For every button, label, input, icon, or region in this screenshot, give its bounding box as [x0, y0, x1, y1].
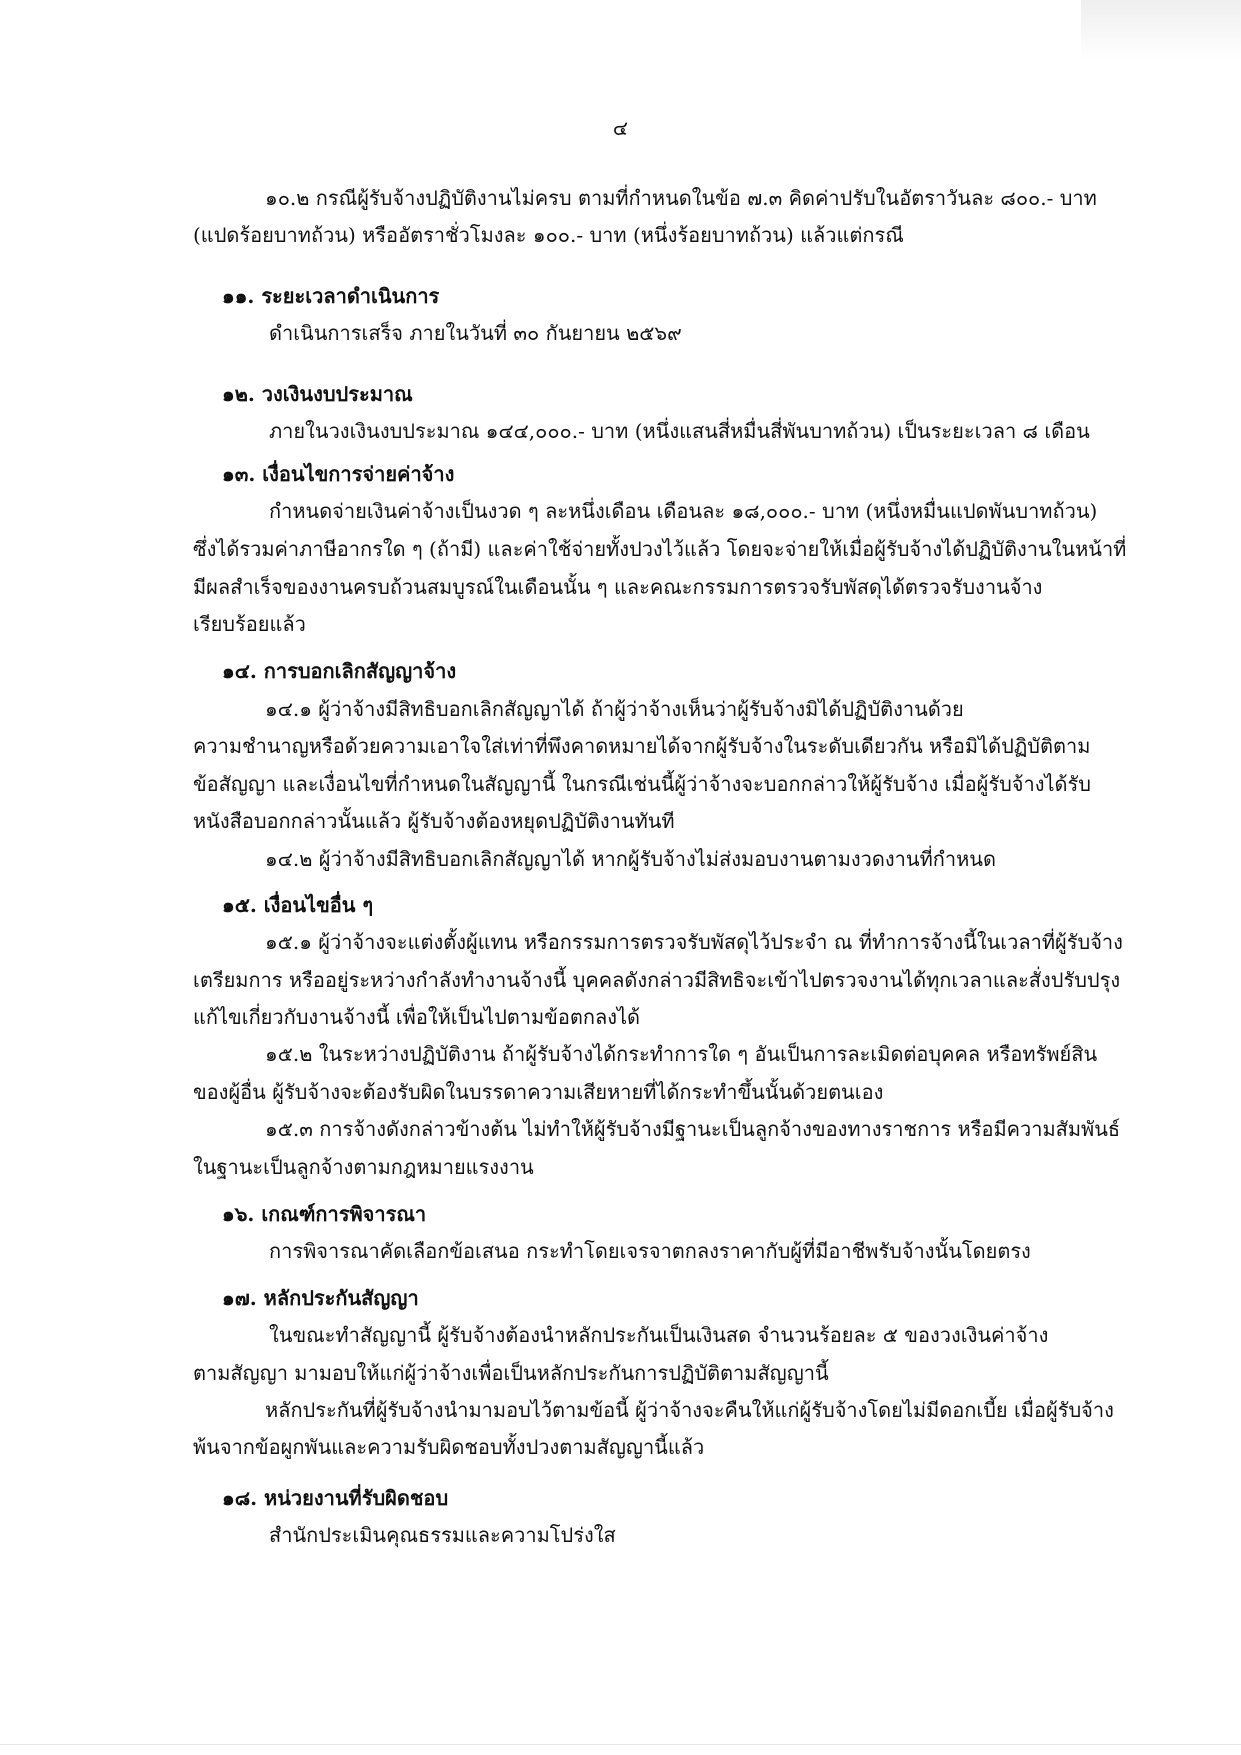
scan-shadow: [1081, 0, 1241, 60]
clause-14-2-line-1: ๑๔.๒ ผู้ว่าจ้างมีสิทธิบอกเลิกสัญญาได้ หากผู้รับจ้างไม่ส่งมอบงานตามงวดงานที่กำหนด: [265, 847, 996, 871]
clause-15-1-line-3: แก้ไขเกี่ยวกับงานจ้างนี้ เพื่อให้เป็นไปตามข้อตกลงได้: [193, 1005, 641, 1029]
clause-14-1-line-3: ข้อสัญญา และเงื่อนไขที่กำหนดในสัญญานี้ ในกรณีเช่นนี้ผู้ว่าจ้างจะบอกกล่าวให้ผู้รับจ้าง เมื่อผู้รับจ้างได้รับ: [193, 772, 1091, 796]
section-17-para-2-line-1: หลักประกันที่ผู้รับจ้างนำมามอบไว้ตามข้อนี้ ผู้ว่าจ้างจะคืนให้แก่ผู้รับจ้างโดยไม่มีดอกเบี้ย เมื่อผู้รับจ้าง: [265, 1398, 1114, 1422]
section-16-text: การพิจารณาคัดเลือกข้อเสนอ กระทำโดยเจรจาตกลงราคากับผู้ที่มีอาชีพรับจ้างนั้นโดยตรง: [269, 1239, 1031, 1263]
section-13-heading: ๑๓. เงื่อนไขการจ่ายค่าจ้าง: [222, 462, 455, 486]
section-18-text: สำนักประเมินคุณธรรมและความโปร่งใส: [269, 1523, 616, 1547]
section-16-heading: ๑๖. เกณฑ์การพิจารณา: [222, 1202, 427, 1226]
section-14-heading: ๑๔. การบอกเลิกสัญญาจ้าง: [222, 659, 457, 683]
section-17-para-2-line-2: พ้นจากข้อผูกพันและความรับผิดชอบทั้งปวงตามสัญญานี้แล้ว: [193, 1435, 705, 1459]
section-11-heading: ๑๑. ระยะเวลาดำเนินการ: [222, 284, 440, 308]
section-13-line-3: มีผลสำเร็จของงานครบถ้วนสมบูรณ์ในเดือนนั้น ๆ และคณะกรรมการตรวจรับพัสดุได้ตรวจรับงานจ้าง: [193, 575, 1043, 599]
section-13-line-4: เรียบร้อยแล้ว: [193, 612, 306, 636]
clause-15-1-line-2: เตรียมการ หรืออยู่ระหว่างกำลังทำงานจ้างนี้ บุคคลดังกล่าวมีสิทธิจะเข้าไปตรวจงานได้ทุกเวลาและสั่งปรับปรุง: [193, 968, 1121, 992]
section-18-heading: ๑๘. หน่วยงานที่รับผิดชอบ: [222, 1486, 449, 1510]
section-12-text: ภายในวงเงินงบประมาณ ๑๔๔,๐๐๐.- บาท (หนึ่งแสนสี่หมื่นสี่พันบาทถ้วน) เป็นระยะเวลา ๘ เดือน: [269, 419, 1090, 443]
section-17-para-1-line-1: ในขณะทำสัญญานี้ ผู้รับจ้างต้องนำหลักประกันเป็นเงินสด จำนวนร้อยละ ๕ ของวงเงินค่าจ้าง: [269, 1323, 1049, 1347]
section-13-line-2: ซึ่งได้รวมค่าภาษีอากรใด ๆ (ถ้ามี) และค่าใช้จ่ายทั้งปวงไว้แล้ว โดยจะจ่ายให้เมื่อผู้รับจ้างได้ปฏิบัติงานในหน้าที่: [193, 537, 1127, 561]
clause-10-2-line-1: ๑๐.๒ กรณีผู้รับจ้างปฏิบัติงานไม่ครบ ตามที่กำหนดในข้อ ๗.๓ คิดค่าปรับในอัตราวันละ ๘๐๐.- บาท: [265, 186, 1097, 210]
clause-14-1-line-2: ความชำนาญหรือด้วยความเอาใจใส่เท่าที่พึงคาดหมายได้จากผู้รับจ้างในระดับเดียวกัน หรือมิได้ปฏิบัติตาม: [193, 734, 1091, 758]
page-number: ๔: [612, 116, 629, 140]
clause-15-2-line-2: ของผู้อื่น ผู้รับจ้างจะต้องรับผิดในบรรดาความเสียหายที่ได้กระทำขึ้นนั้นด้วยตนเอง: [193, 1080, 884, 1104]
clause-14-1-line-1: ๑๔.๑ ผู้ว่าจ้างมีสิทธิบอกเลิกสัญญาได้ ถ้าผู้ว่าจ้างเห็นว่าผู้รับจ้างมิได้ปฏิบัติงานด้วย: [265, 697, 964, 721]
clause-15-3-line-2: ในฐานะเป็นลูกจ้างตามกฎหมายแรงงาน: [193, 1155, 534, 1179]
section-17-heading: ๑๗. หลักประกันสัญญา: [222, 1286, 419, 1310]
section-13-line-1: กำหนดจ่ายเงินค่าจ้างเป็นงวด ๆ ละหนึ่งเดือน เดือนละ ๑๘,๐๐๐.- บาท (หนึ่งหมื่นแปดพันบาทถ้วน): [269, 499, 1098, 523]
clause-15-3-line-1: ๑๕.๓ การจ้างดังกล่าวข้างต้น ไม่ทำให้ผู้รับจ้างมีฐานะเป็นลูกจ้างของทางราชการ หรือมีความสัมพันธ์: [265, 1117, 1121, 1141]
section-11-text: ดำเนินการเสร็จ ภายในวันที่ ๓๐ กันยายน ๒๕๖๙: [269, 321, 682, 345]
scan-edge: [0, 1744, 1241, 1745]
clause-14-1-line-4: หนังสือบอกกล่าวนั้นแล้ว ผู้รับจ้างต้องหยุดปฏิบัติงานทันที: [193, 809, 675, 833]
section-12-heading: ๑๒. วงเงินงบประมาณ: [222, 382, 413, 406]
section-15-heading: ๑๕. เงื่อนไขอื่น ๆ: [222, 893, 374, 917]
clause-15-1-line-1: ๑๕.๑ ผู้ว่าจ้างจะแต่งตั้งผู้แทน หรือกรรมการตรวจรับพัสดุไว้ประจำ ณ ที่ทำการจ้างนี้ในเวลาที่ผู้รับจ้าง: [265, 930, 1123, 954]
clause-15-2-line-1: ๑๕.๒ ในระหว่างปฏิบัติงาน ถ้าผู้รับจ้างได้กระทำการใด ๆ อันเป็นการละเมิดต่อบุคคล หรือทรัพย์สิน: [265, 1042, 1098, 1066]
section-17-para-1-line-2: ตามสัญญา มามอบให้แก่ผู้ว่าจ้างเพื่อเป็นหลักประกันการปฏิบัติตามสัญญานี้: [193, 1361, 829, 1385]
clause-10-2-line-2: (แปดร้อยบาทถ้วน) หรืออัตราชั่วโมงละ ๑๐๐.- บาท (หนึ่งร้อยบาทถ้วน) แล้วแต่กรณี: [193, 223, 904, 247]
